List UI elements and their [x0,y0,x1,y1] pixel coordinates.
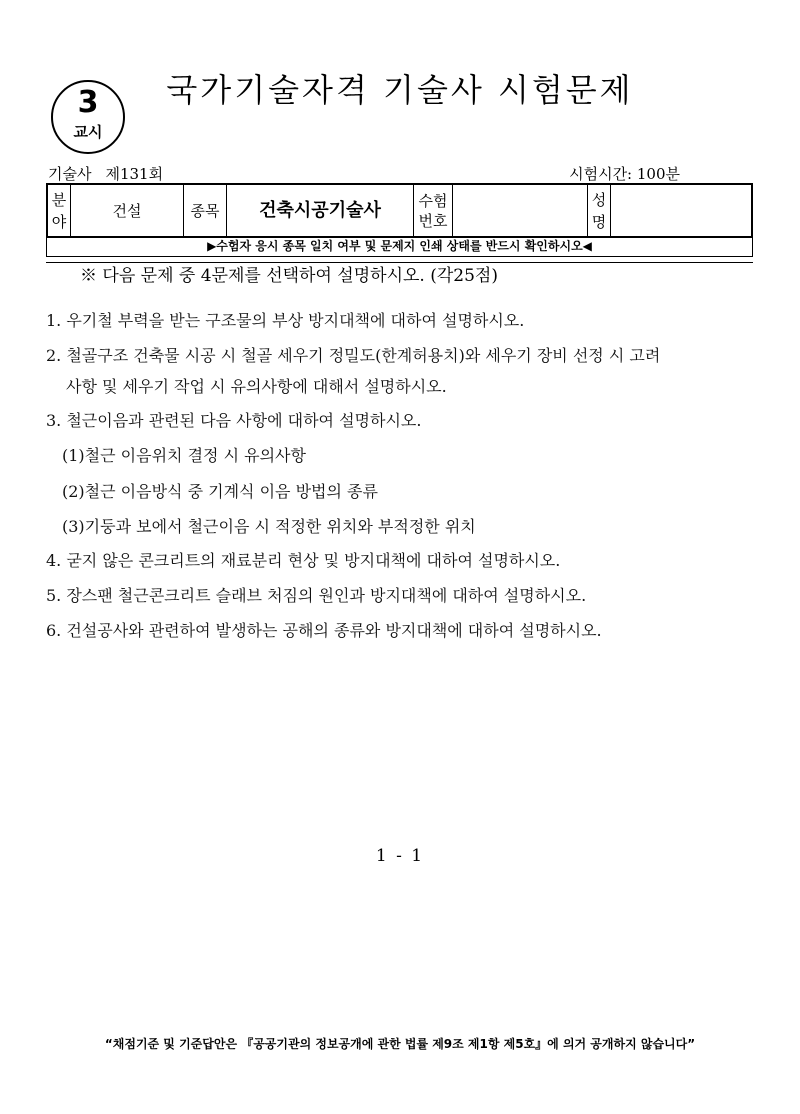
field-value: 건설 [71,184,184,237]
question-3: 3. 철근이음과 관련된 다음 사항에 대하여 설명하시오. [46,411,422,430]
page-number: 1 - 1 [375,846,425,866]
name-field[interactable] [611,184,753,237]
question-2-line-1: 2. 철골구조 건축물 시공 시 철골 세우기 정밀도(한계허용치)와 세우기 장비 선정 시 고려 [46,346,661,365]
instruction: ※ 다음 문제 중 4문제를 선택하여 설명하시오. (각25점) [80,266,498,286]
exam-round: 제131회 [105,165,164,183]
notice-banner: ▶수험자 응시 종목 일치 여부 및 문제지 인쇄 상태를 반드시 확인하시오◀ [46,237,753,257]
exam-category: 기술사 [48,165,92,183]
question-4: 4. 굳지 않은 콘크리트의 재료분리 현상 및 방지대책에 대하여 설명하시오. [46,551,561,570]
question-3-sub-2: (2)철근 이음방식 중 기계식 이음 방법의 종류 [62,482,378,501]
exam-number-label: 수험 번호 [414,184,453,237]
exam-number-field[interactable] [453,184,588,237]
type-label: 종목 [184,184,227,237]
divider [46,262,753,263]
footer-disclaimer: “채점기준 및 기준답안은 『공공기관의 정보공개에 관한 법률 제9조 제1항 제5호』에 의거 공개하지 않습니다” [104,1037,696,1051]
question-1: 1. 우기철 부력을 받는 구조물의 부상 방지대책에 대하여 설명하시오. [46,311,525,330]
question-5: 5. 장스팬 철근콘크리트 슬래브 처짐의 원인과 방지대책에 대하여 설명하시오. [46,586,587,605]
type-value: 건축시공기술사 [227,184,414,237]
session-badge [51,80,125,154]
question-3-sub-3: (3)기둥과 보에서 철근이음 시 적정한 위치와 부적정한 위치 [62,517,476,536]
exam-time: 시험시간: 100분 [569,165,680,183]
exam-meta [48,163,177,184]
question-6: 6. 건설공사와 관련하여 발생하는 공해의 종류와 방지대책에 대하여 설명하시오. [46,621,602,640]
session-label: 교시 [73,123,103,141]
question-3-sub-1: (1)철근 이음위치 결정 시 유의사항 [62,446,306,465]
session-number: 3 [77,85,99,120]
question-2-line-2: 사항 및 세우기 작업 시 유의사항에 대해서 설명하시오. [66,377,447,396]
exam-info-table [46,183,753,238]
field-label: 분 야 [47,184,71,237]
page-title: 국가기술자격 기술사 시험문제 [166,71,634,109]
name-label: 성 명 [588,184,611,237]
